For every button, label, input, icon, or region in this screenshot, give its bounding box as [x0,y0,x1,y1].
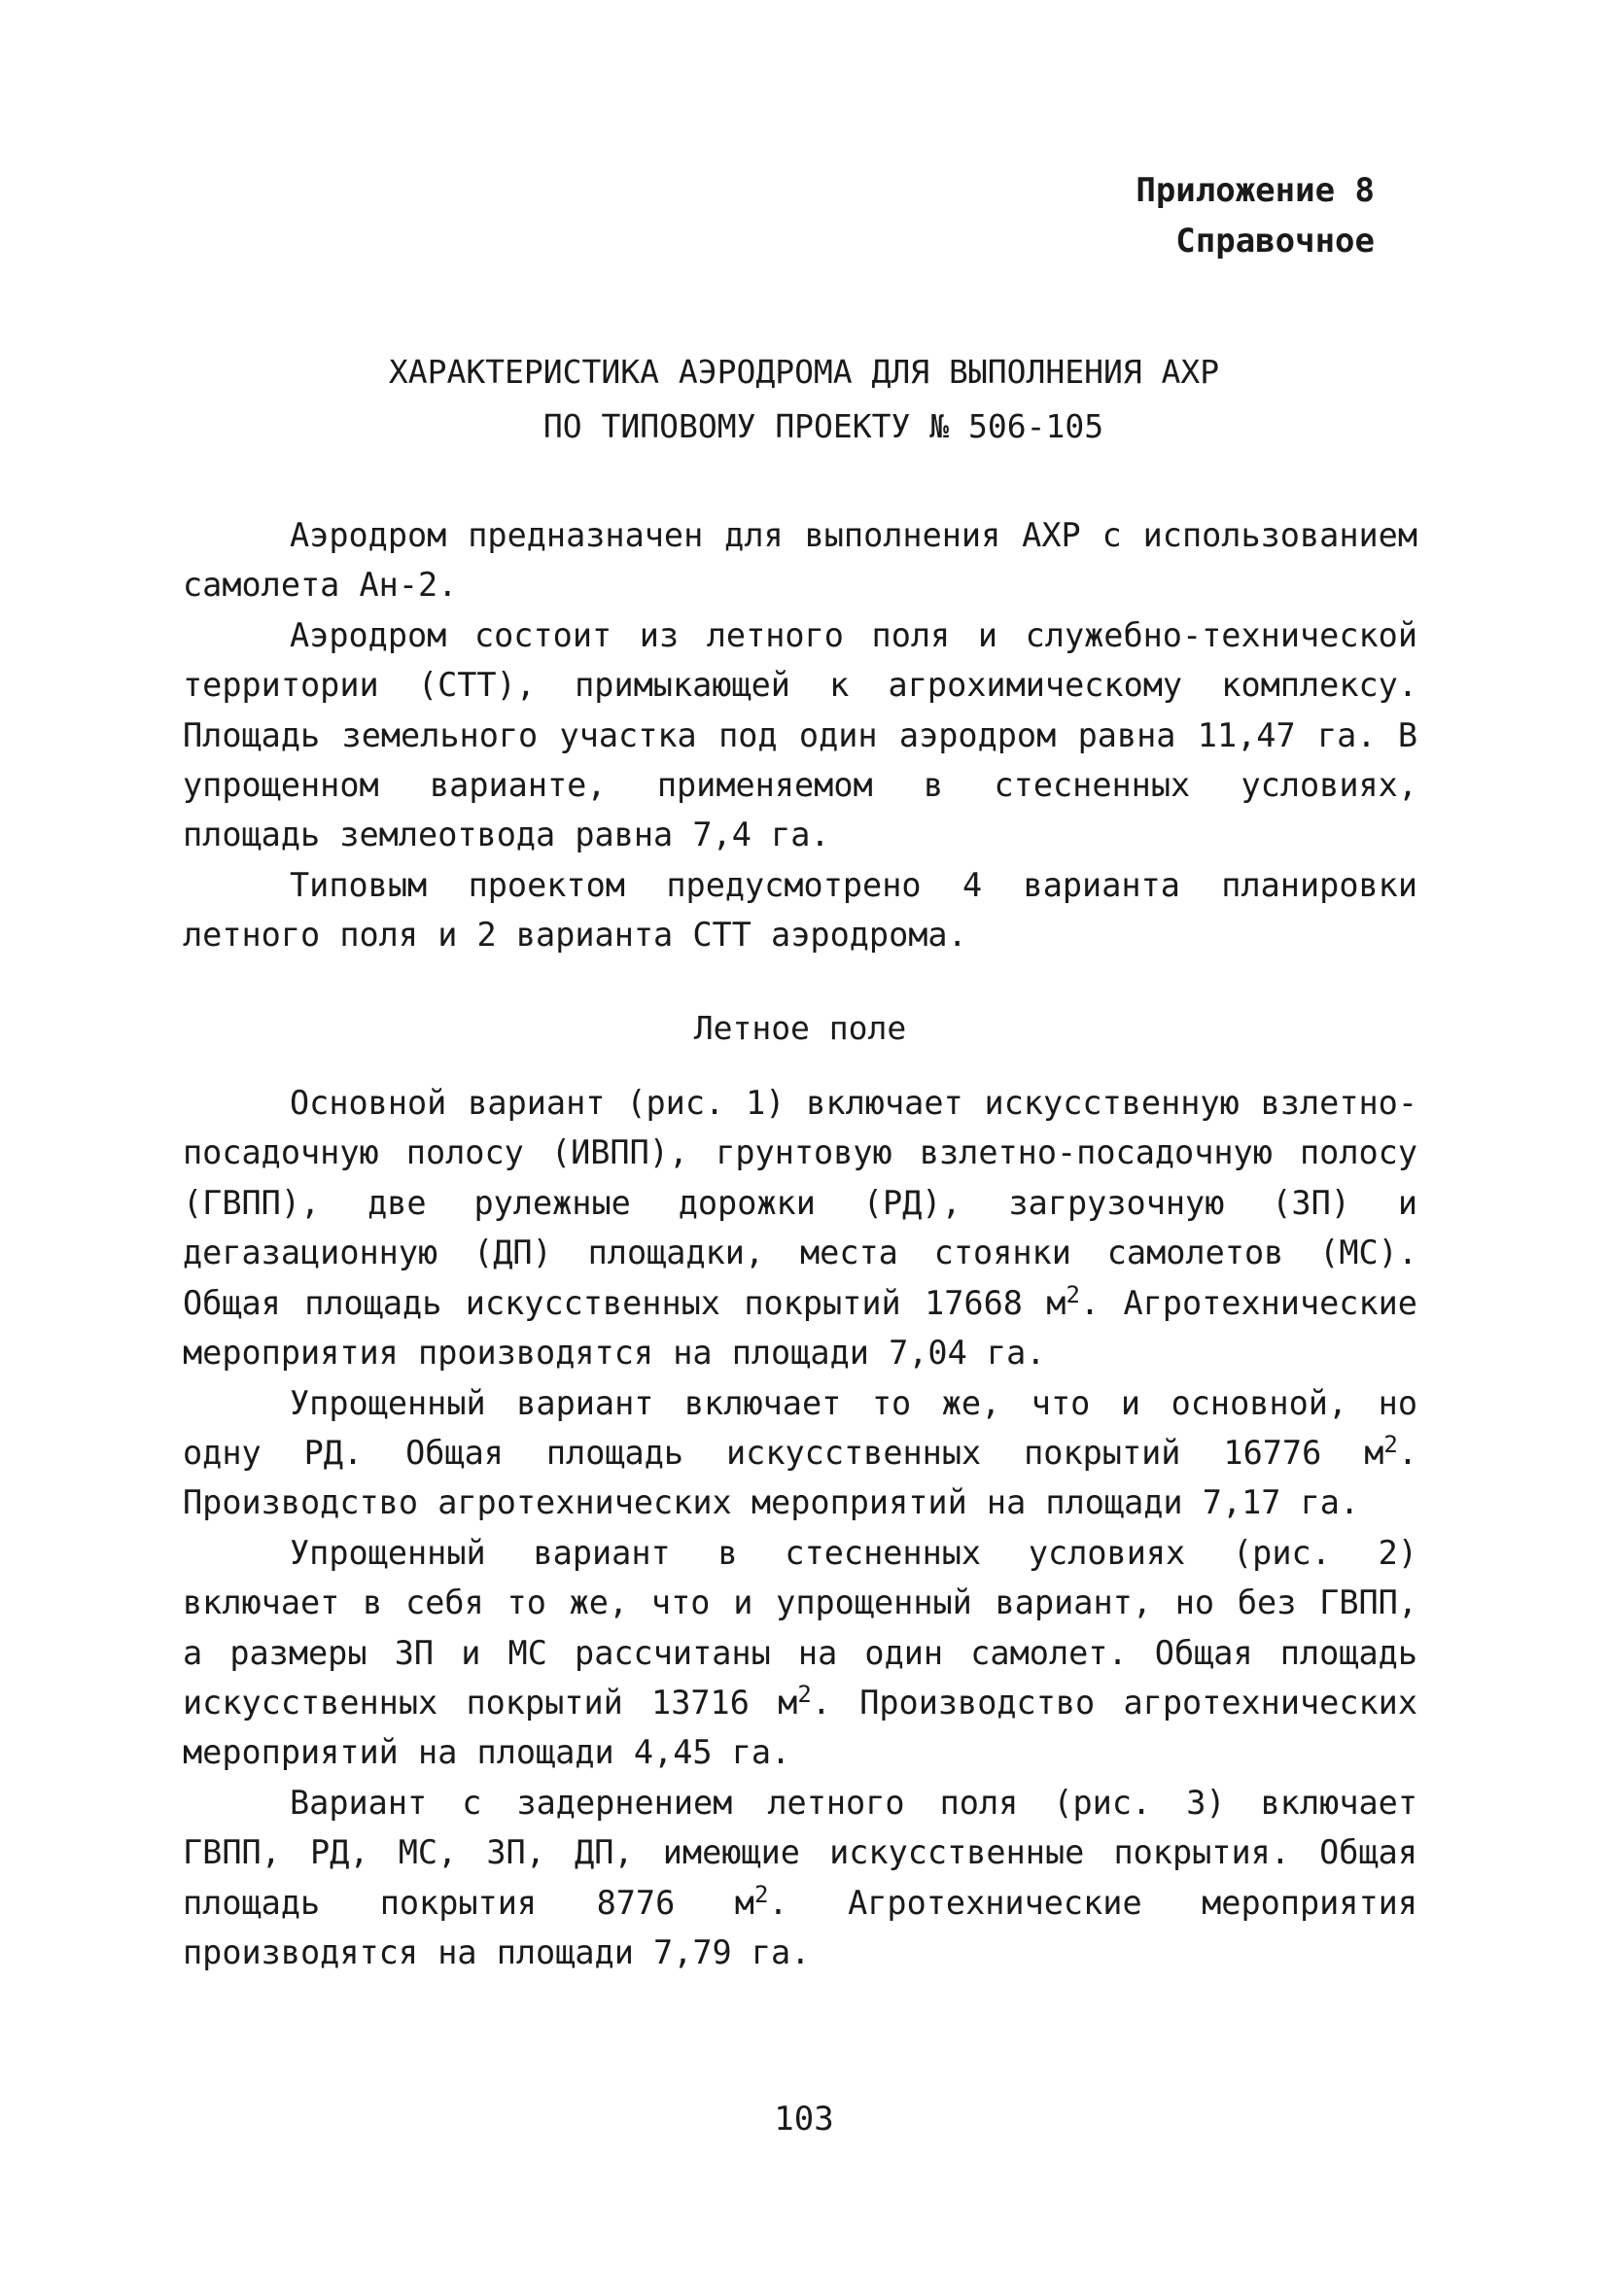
superscript: 2 [753,1880,769,1908]
section-paragraph-4: Вариант с задернением летного поля (рис. 3) включает ГВПП, РД, МС, ЗП, ДП, имеющие искусственные покрытия. Общая площадь покрытия 8776 $м^2$. Агротехнические мероприятия производятся на площади 7,79 га. [183,1783,1417,1971]
appendix-header [1136,165,1375,266]
page-number: 103 [774,2100,834,2139]
intro-paragraph-1: Аэродром предназначен для выполнения АХР с использованием самолета Ан-2. [183,516,1417,605]
section-paragraph-3: Упрощенный вариант в стесненных условиях (рис. 2) включает в себя то же, что и упрощенный вариант, но без ГВПП, а размеры ЗП и МС рассчитаны на один самолет. Общая площадь искусственных покрытий 13716 $м^2$. Производство агротехнических мероприятий на площади 4,45 га. [183,1533,1418,1772]
appendix-type: Справочное [1175,222,1375,261]
document-title [0,345,1608,454]
intro-paragraph-3: Типовым проектом предусмотрено 4 варианта планировки летного поля и 2 варианта СТТ аэродрома. [183,865,1417,955]
section-paragraph-2: Упрощенный вариант включает то же, что и основной, но одну РД. Общая площадь искусственных покрытий 16776 $м^2$. Производство агротехнических мероприятий на площади 7,17 га. [183,1383,1417,1522]
section-heading: Летное поле [693,1008,907,1047]
document-body [183,510,1417,1977]
title-line-2: ПО ТИПОВОМУ ПРОЕКТУ № 506-105 [542,407,1104,445]
title-line-1: ХАРАКТЕРИСТИКА АЭРОДРОМА ДЛЯ ВЫПОЛНЕНИЯ АХР [388,353,1220,391]
superscript: 2 [1066,1280,1080,1308]
appendix-label: Приложение 8 [1136,171,1375,210]
superscript: 2 [797,1680,812,1708]
superscript: 2 [1383,1430,1398,1458]
intro-paragraph-2: Аэродром состоит из летного поля и служебно-технической территории (СТТ), примыкающей к агрохимическому комплексу. Площадь земельного участка под один аэродром равна 11,47 га. В упрощенном варианте, применяемом в стесненных условиях, площадь землеотвода равна 7,4 га. [183,615,1417,854]
section-paragraph-1: Основной вариант (рис. 1) включает искусственную взлетно-посадочную полосу (ИВПП), грунтовую взлетно-посадочную полосу (ГВПП), две рулежные дорожки (РД), загрузочную (ЗП) и дегазационную (ДП) площадки, места стоянки самолетов (МС). Общая площадь искусственных покрытий 17668 $м^2$. Агротехнические мероприятия производятся на площади 7,04 га. [183,1084,1417,1373]
